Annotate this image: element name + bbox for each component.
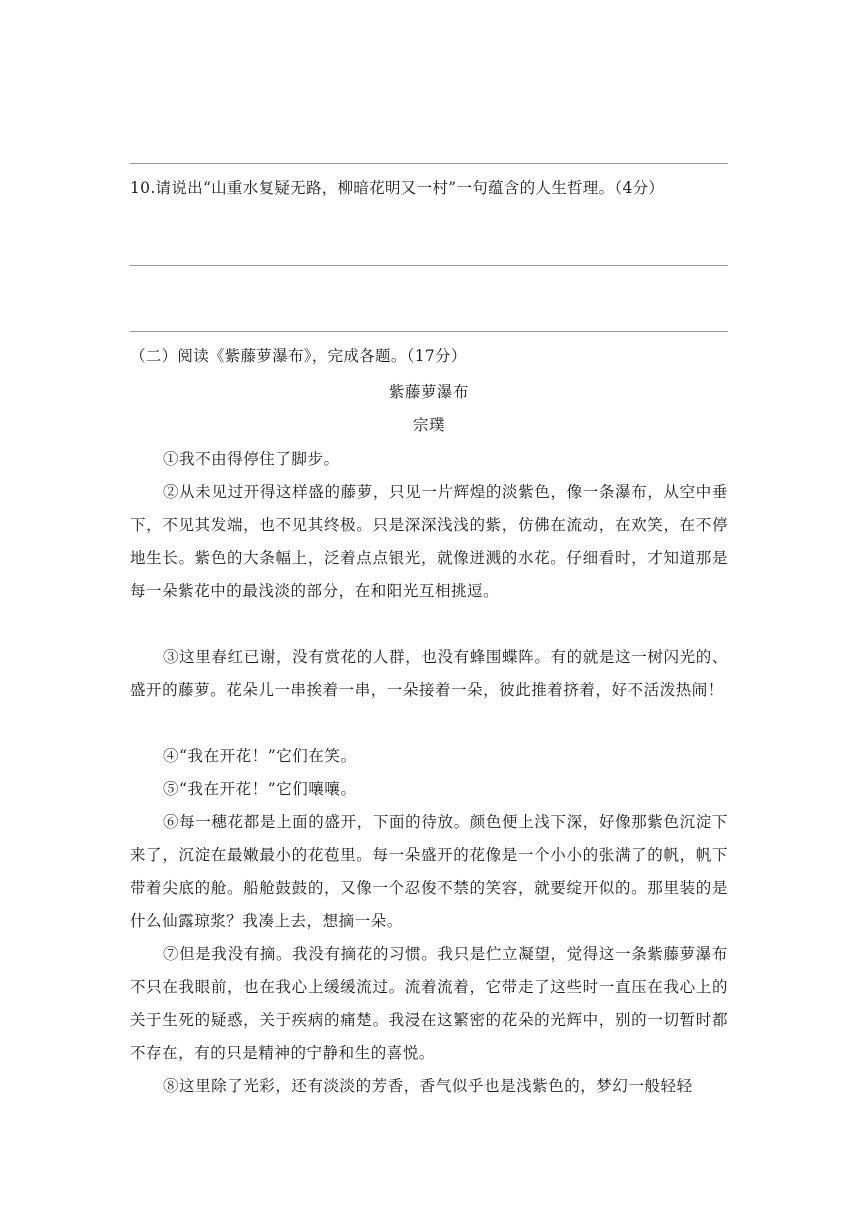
paragraph-2: ②从未见过开得这样盛的藤萝，只见一片辉煌的淡紫色，像一条瀑布，从空中垂下，不见其发端，也不见其终极。只是深深浅浅的紫，仿佛在流动，在欢笑，在不停地生长。紫色的大条幅上，泛着点点银光，就像迸溅的水花。仔细看时，才知道那是每一朵紫花中的最浅淡的部分，在和阳光互相挑逗。: [130, 483, 728, 600]
paragraph-1: ①我不由得停住了脚步。: [163, 450, 340, 468]
paragraph-7: ⑦但是我没有摘。我没有摘花的习惯。我只是伫立凝望，觉得这一条紫藤萝瀑布不只在我眼前，也在我心上缓缓流过。流着流着，它带走了这些时一直压在我心上的关于生死的疑惑，关于疾病的痛楚。我浸在这繁密的花朵的光辉中，别的一切暂时都不存在，有的只是精神的宁静和生的喜悦。: [130, 945, 728, 1062]
answer-line: [130, 331, 728, 332]
paragraph-5: ⑤“我在开花！”它们嚷嚷。: [163, 780, 357, 798]
paragraph-3: ③这里春红已谢，没有赏花的人群，也没有蜂围蝶阵。有的就是这一树闪光的、盛开的藤萝。花朵儿一串挨着一串，一朵接着一朵，彼此推着挤着，好不活泼热闹！: [130, 648, 728, 699]
answer-line: [130, 163, 728, 164]
article-title: 紫藤萝瀑布: [388, 383, 469, 401]
paragraph-6: ⑥每一穗花都是上面的盛开，下面的待放。颜色便上浅下深，好像那紫色沉淀下来了，沉淀在最嫩最小的花苞里。每一朵盛开的花像是一个小小的张满了的帆，帆下带着尖底的舱。船舱鼓鼓的，又像一个忍俊不禁的笑容，就要绽开似的。那里装的是什么仙露琼浆？我凑上去，想摘一朵。: [130, 813, 728, 930]
paragraph-4: ④“我在开花！”它们在笑。: [163, 747, 357, 765]
question-10: 10.请说出“山重水复疑无路，柳暗花明又一村”一句蕴含的人生哲理。（4分）: [130, 179, 665, 197]
paragraph-8: ⑧这里除了光彩，还有淡淡的芳香，香气似乎也是浅紫色的，梦幻一般轻轻: [163, 1077, 693, 1095]
section-instruction: （二）阅读《紫藤萝瀑布》，完成各题。（17分）: [130, 347, 467, 365]
answer-line: [130, 265, 728, 266]
article-author: 宗璞: [412, 416, 445, 434]
